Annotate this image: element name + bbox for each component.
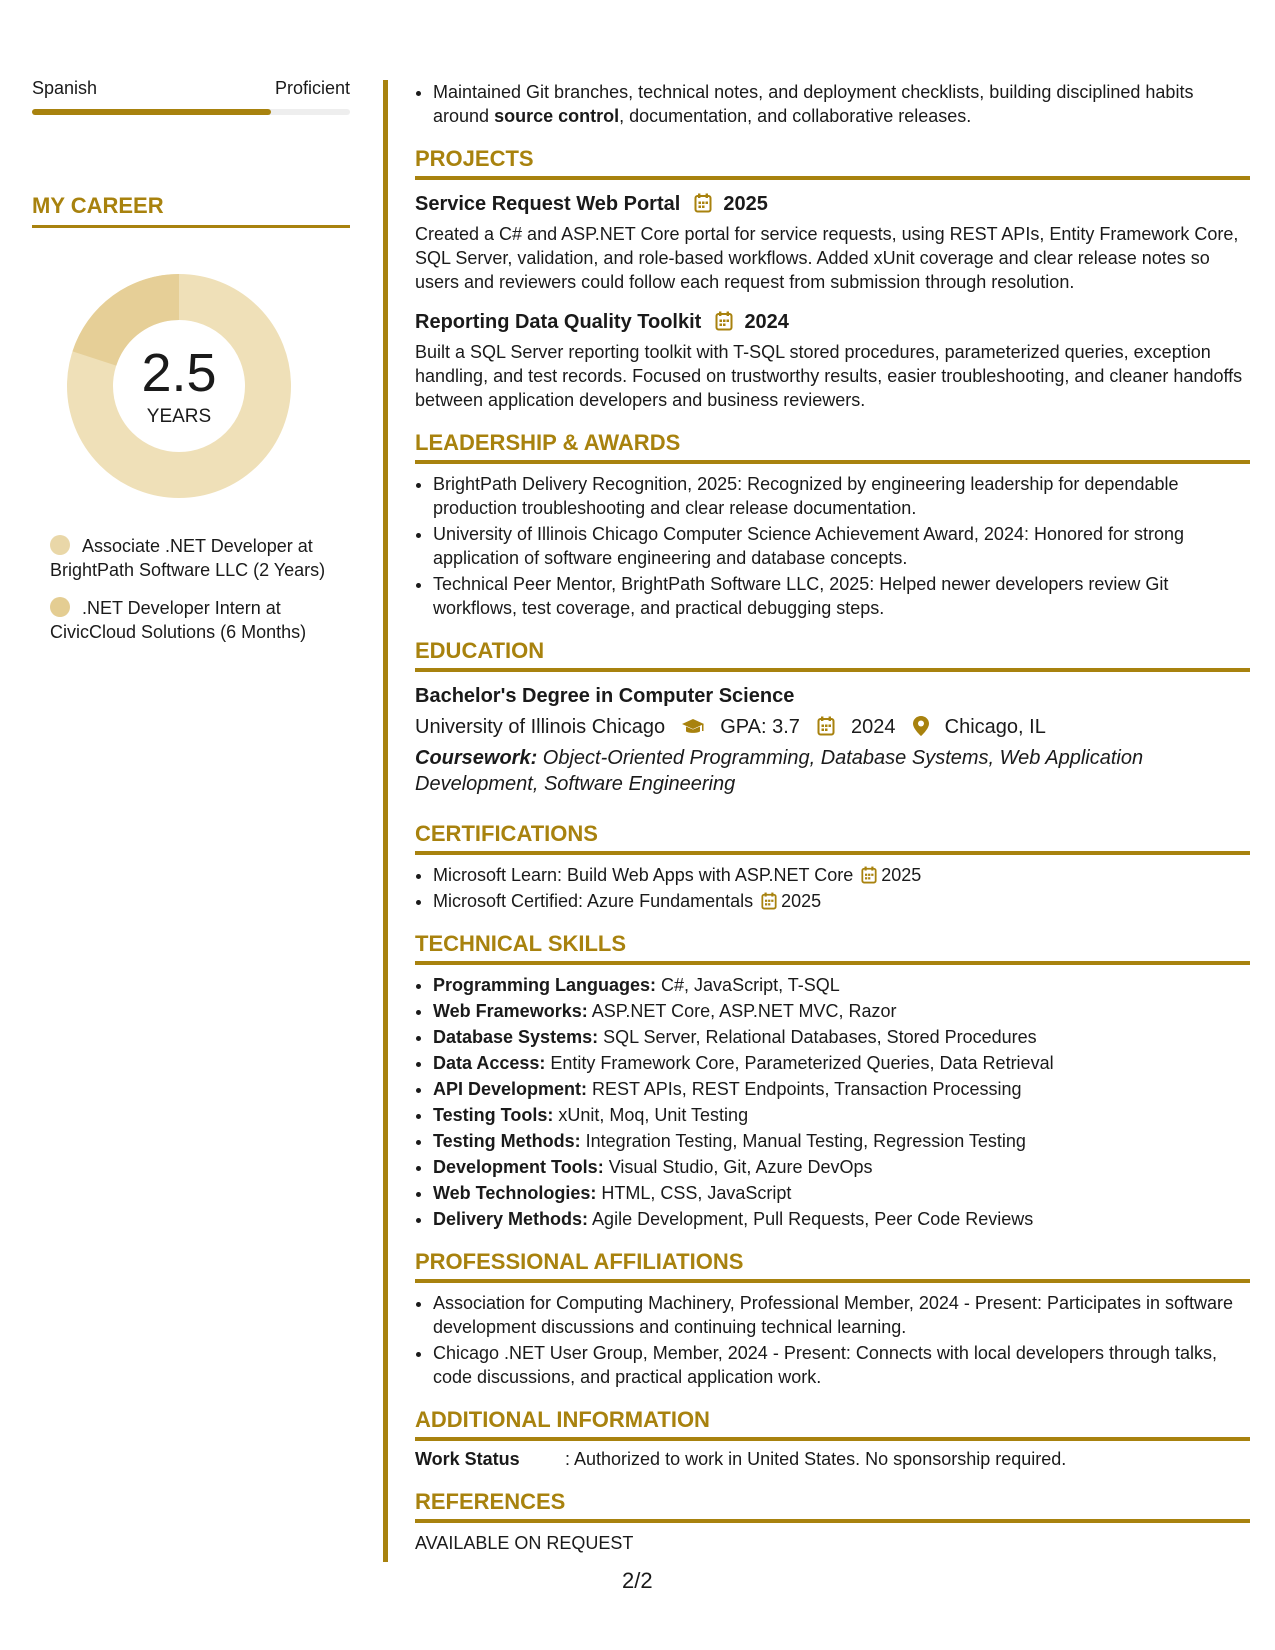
project-heading: [415, 308, 1250, 336]
list-item: • Delivery Methods: Agile Development, Pull Requests, Peer Code Reviews: [433, 1207, 1250, 1231]
calendar-icon: [694, 193, 712, 213]
column-divider: [383, 80, 388, 1562]
additional-info-title: ADDITIONAL INFORMATION: [415, 1405, 1250, 1441]
awards-title: LEADERSHIP & AWARDS: [415, 428, 1250, 464]
list-item: • Technical Peer Mentor, BrightPath Software LLC, 2025: Helped newer developers review Git workflows, test coverage, and practical debugging steps.: [433, 572, 1250, 620]
education-degree: Bachelor's Degree in Computer Science: [415, 685, 795, 707]
calendar-icon: [761, 892, 777, 910]
certifications-title: CERTIFICATIONS: [415, 819, 1250, 855]
location-pin-icon: [913, 716, 929, 736]
list-item: • University of Illinois Chicago Computer Science Achievement Award, 2024: Honored for strong application of software engineering and database concepts.: [433, 522, 1250, 570]
experience-continued-list: [415, 80, 1250, 128]
left-column: [32, 78, 350, 658]
work-status-label: Work Status: [415, 1449, 520, 1469]
list-item: • Microsoft Certified: Azure Fundamentals 2025: [433, 889, 1250, 913]
right-column: [415, 80, 1250, 1555]
career-section-title: MY CAREER: [32, 193, 350, 228]
list-item: • Development Tools: Visual Studio, Git, Azure DevOps: [433, 1155, 1250, 1179]
list-item: • Chicago .NET User Group, Member, 2024 - Present: Connects with local developers through talks, code discussions, and practical application work.: [433, 1341, 1250, 1389]
list-item: • Programming Languages: C#, JavaScript, T-SQL: [433, 973, 1250, 997]
legend-dot-icon: [50, 597, 70, 617]
certifications-list: [415, 863, 1250, 913]
list-item: • Data Access: Entity Framework Core, Parameterized Queries, Data Retrieval: [433, 1051, 1250, 1075]
project-name: Reporting Data Quality Toolkit: [415, 311, 702, 333]
work-status-value: : Authorized to work in United States. No sponsorship required.: [565, 1449, 1067, 1469]
list-item: • Database Systems: SQL Server, Relational Databases, Stored Procedures: [433, 1025, 1250, 1049]
language-row: [32, 78, 350, 99]
language-name: Spanish: [32, 78, 98, 98]
career-years-unit: YEARS: [146, 406, 212, 427]
language-level: Proficient: [274, 78, 350, 98]
education-coursework: Coursework: Object-Oriented Programming, Database Systems, Web Application Development, Software Engineering: [415, 747, 1144, 795]
education-school: University of Illinois Chicago: [415, 716, 666, 738]
list-item: • Web Frameworks: ASP.NET Core, ASP.NET MVC, Razor: [433, 999, 1250, 1023]
education-gpa: GPA: 3.7: [720, 716, 800, 738]
affiliations-list: [415, 1291, 1250, 1389]
list-item: • API Development: REST APIs, REST Endpoints, Transaction Processing: [433, 1077, 1250, 1101]
project-heading: [415, 190, 1250, 218]
affiliations-title: PROFESSIONAL AFFILIATIONS: [415, 1247, 1250, 1283]
career-item: Associate .NET Developer at BrightPath Software LLC (2 Years): [50, 536, 326, 580]
list-item: • Testing Methods: Integration Testing, Manual Testing, Regression Testing: [433, 1129, 1250, 1153]
project-year: 2025: [723, 193, 768, 215]
education-details: [415, 713, 1250, 741]
calendar-icon: [817, 716, 835, 736]
list-item: • Testing Tools: xUnit, Moq, Unit Testing: [433, 1103, 1250, 1127]
list-item: • Web Technologies: HTML, CSS, JavaScript: [433, 1181, 1250, 1205]
legend-dot-icon: [50, 535, 70, 555]
skills-title: TECHNICAL SKILLS: [415, 929, 1250, 965]
calendar-icon: [715, 311, 733, 331]
page-number: 2/2: [622, 1568, 653, 1593]
language-proficiency-fill: [32, 109, 271, 115]
references-title: REFERENCES: [415, 1487, 1250, 1523]
education-title: EDUCATION: [415, 636, 1250, 672]
work-status-row: [415, 1447, 1250, 1471]
list-item: • Maintained Git branches, technical notes, and deployment checklists, building disciplined habits around source control, documentation, and collaborative releases.: [433, 80, 1250, 128]
project-name: Service Request Web Portal: [415, 193, 681, 215]
career-item: .NET Developer Intern at CivicCloud Solutions (6 Months): [50, 598, 307, 642]
project-description: Created a C# and ASP.NET Core portal for service requests, using REST APIs, Entity Framework Core, SQL Server, validation, and role-based workflows. Added xUnit coverage and clear release notes so users and reviewers could follow each request from submission through resolution.: [415, 224, 1239, 292]
project-description: Built a SQL Server reporting toolkit with T-SQL stored procedures, parameterized queries, exception handling, and test records. Focused on trustworthy results, easier troubleshooting, and cleaner handoffs between application developers and business reviewers.: [415, 342, 1243, 410]
list-item: • Microsoft Learn: Build Web Apps with ASP.NET Core 2025: [433, 863, 1250, 887]
project-year: 2024: [744, 311, 789, 333]
education-year: 2024: [851, 716, 896, 738]
list-item: • Association for Computing Machinery, Professional Member, 2024 - Present: Participates in software development discussions and continuing technical learning.: [433, 1291, 1250, 1339]
list-item: • BrightPath Delivery Recognition, 2025: Recognized by engineering leadership for dependable production troubleshooting and clear release documentation.: [433, 472, 1250, 520]
awards-list: [415, 472, 1250, 620]
career-total-years: 2.5: [141, 343, 217, 403]
language-proficiency-bar: [32, 109, 350, 115]
projects-title: PROJECTS: [415, 144, 1250, 180]
education-location: Chicago, IL: [944, 716, 1046, 738]
calendar-icon: [861, 866, 877, 884]
skills-list: [415, 973, 1250, 1231]
graduation-cap-icon: [681, 718, 705, 736]
career-list: [32, 534, 350, 644]
career-donut-chart: [67, 274, 291, 498]
references-text: AVAILABLE ON REQUEST: [415, 1533, 634, 1553]
